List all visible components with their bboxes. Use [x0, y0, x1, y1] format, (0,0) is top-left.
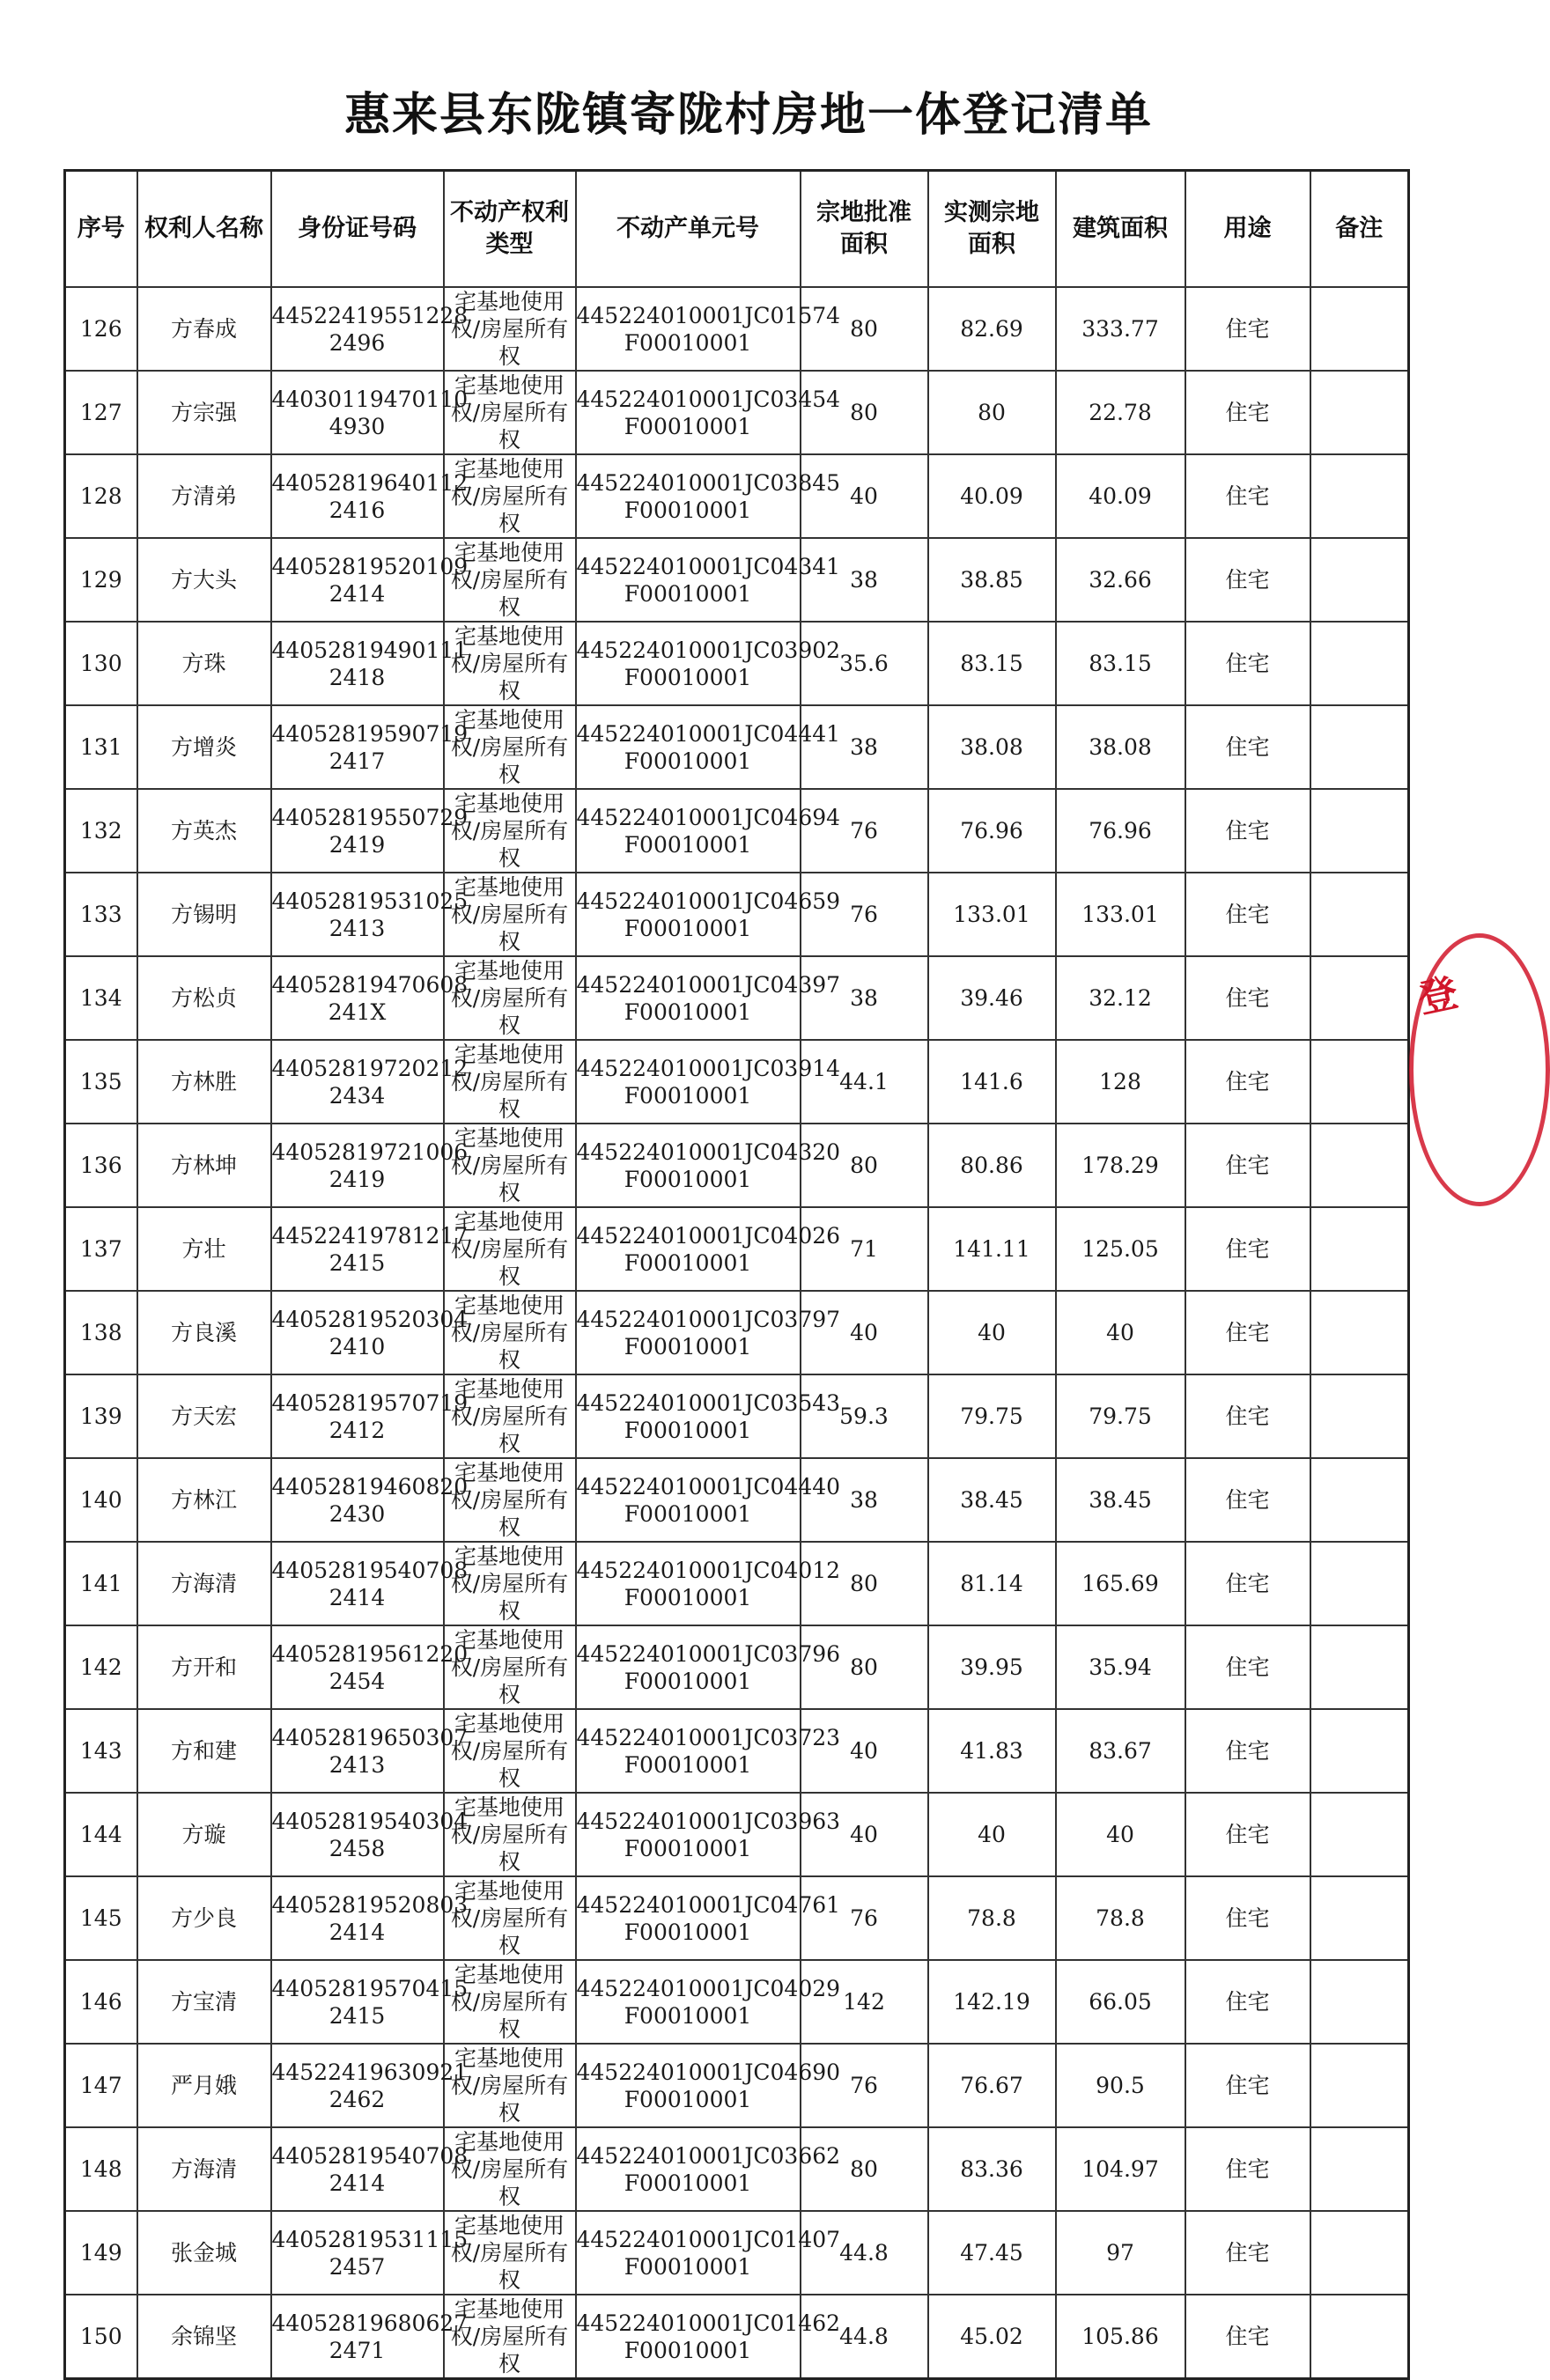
cell-right-type: 宅基地使用 权/房屋所有 权: [444, 454, 576, 538]
cell-approved-area: 80: [801, 1542, 928, 1625]
cell-unit: 445224010001JC04397 F00010001: [576, 956, 801, 1040]
cell-building-area: 32.66: [1056, 538, 1185, 622]
cell-id: 44522419630921 2462: [271, 2044, 444, 2127]
cell-seq: 131: [65, 705, 137, 789]
cell-seq: 126: [65, 287, 137, 371]
cell-remark: [1310, 1960, 1409, 2044]
table-row: [65, 956, 1409, 1040]
cell-remark: [1310, 1207, 1409, 1291]
cell-remark: [1310, 538, 1409, 622]
cell-building-area: 35.94: [1056, 1625, 1185, 1709]
cell-unit: 445224010001JC03797 F00010001: [576, 1291, 801, 1374]
cell-measured-area: 141.6: [928, 1040, 1056, 1124]
cell-id: 44052819540304 2458: [271, 1793, 444, 1876]
cell-right-type: 宅基地使用 权/房屋所有 权: [444, 705, 576, 789]
cell-right-type: 宅基地使用 权/房屋所有 权: [444, 1040, 576, 1124]
cell-unit: 445224010001JC04341 F00010001: [576, 538, 801, 622]
cell-seq: 137: [65, 1207, 137, 1291]
cell-right-type: 宅基地使用 权/房屋所有 权: [444, 287, 576, 371]
cell-measured-area: 45.02: [928, 2295, 1056, 2379]
cell-id: 44052819590719 2417: [271, 705, 444, 789]
cell-name: 方锡明: [137, 873, 271, 956]
table-row: [65, 1207, 1409, 1291]
cell-remark: [1310, 622, 1409, 705]
cell-remark: [1310, 371, 1409, 454]
cell-measured-area: 40.09: [928, 454, 1056, 538]
cell-seq: 142: [65, 1625, 137, 1709]
cell-approved-area: 35.6: [801, 622, 928, 705]
table-row: [65, 2127, 1409, 2211]
cell-name: 方增炎: [137, 705, 271, 789]
cell-remark: [1310, 705, 1409, 789]
table-row: [65, 1291, 1409, 1374]
cell-building-area: 40: [1056, 1793, 1185, 1876]
cell-building-area: 79.75: [1056, 1374, 1185, 1458]
cell-use: 住宅: [1185, 1458, 1310, 1542]
cell-measured-area: 47.45: [928, 2211, 1056, 2295]
cell-right-type: 宅基地使用 权/房屋所有 权: [444, 1625, 576, 1709]
cell-id: 44522419781217 2415: [271, 1207, 444, 1291]
cell-name: 方珠: [137, 622, 271, 705]
cell-unit: 445224010001JC03662 F00010001: [576, 2127, 801, 2211]
cell-measured-area: 83.15: [928, 622, 1056, 705]
cell-id: 44052819460820 2430: [271, 1458, 444, 1542]
cell-remark: [1310, 1625, 1409, 1709]
cell-building-area: 22.78: [1056, 371, 1185, 454]
cell-right-type: 宅基地使用 权/房屋所有 权: [444, 1709, 576, 1793]
cell-id: 44052819520304 2410: [271, 1291, 444, 1374]
cell-name: 方宝清: [137, 1960, 271, 2044]
cell-seq: 145: [65, 1876, 137, 1960]
cell-use: 住宅: [1185, 2295, 1310, 2379]
cell-measured-area: 78.8: [928, 1876, 1056, 1960]
table-row: [65, 705, 1409, 789]
cell-building-area: 40.09: [1056, 454, 1185, 538]
cell-seq: 127: [65, 371, 137, 454]
header-building-area: 建筑面积: [1056, 171, 1185, 288]
cell-use: 住宅: [1185, 2044, 1310, 2127]
cell-name: 方大头: [137, 538, 271, 622]
header-measured-area: 实测宗地 面积: [928, 171, 1056, 288]
cell-right-type: 宅基地使用 权/房屋所有 权: [444, 1207, 576, 1291]
cell-remark: [1310, 873, 1409, 956]
cell-name: 方春成: [137, 287, 271, 371]
cell-seq: 132: [65, 789, 137, 873]
red-seal-text: 登: [1414, 969, 1462, 1022]
cell-right-type: 宅基地使用 权/房屋所有 权: [444, 1374, 576, 1458]
cell-seq: 148: [65, 2127, 137, 2211]
cell-unit: 445224010001JC03543 F00010001: [576, 1374, 801, 1458]
header-seq: 序号: [65, 171, 137, 288]
cell-id: 44030119470110 4930: [271, 371, 444, 454]
table-row: [65, 2044, 1409, 2127]
cell-id: 44052819680627 2471: [271, 2295, 444, 2379]
header-approved-area: 宗地批准 面积: [801, 171, 928, 288]
cell-remark: [1310, 287, 1409, 371]
cell-id: 44052819490111 2418: [271, 622, 444, 705]
cell-unit: 445224010001JC03454 F00010001: [576, 371, 801, 454]
cell-seq: 143: [65, 1709, 137, 1793]
table-row: [65, 789, 1409, 873]
cell-name: 方林坤: [137, 1124, 271, 1207]
cell-use: 住宅: [1185, 1542, 1310, 1625]
cell-approved-area: 44.8: [801, 2211, 928, 2295]
cell-unit: 445224010001JC03914 F00010001: [576, 1040, 801, 1124]
cell-measured-area: 79.75: [928, 1374, 1056, 1458]
cell-name: 方海清: [137, 1542, 271, 1625]
cell-building-area: 165.69: [1056, 1542, 1185, 1625]
cell-right-type: 宅基地使用 权/房屋所有 权: [444, 1876, 576, 1960]
cell-approved-area: 76: [801, 2044, 928, 2127]
cell-use: 住宅: [1185, 873, 1310, 956]
cell-measured-area: 38.45: [928, 1458, 1056, 1542]
table-row: [65, 873, 1409, 956]
cell-name: 方良溪: [137, 1291, 271, 1374]
cell-remark: [1310, 454, 1409, 538]
cell-building-area: 66.05: [1056, 1960, 1185, 2044]
cell-use: 住宅: [1185, 1374, 1310, 1458]
cell-name: 方英杰: [137, 789, 271, 873]
cell-measured-area: 83.36: [928, 2127, 1056, 2211]
cell-id: 44052819520109 2414: [271, 538, 444, 622]
cell-measured-area: 38.85: [928, 538, 1056, 622]
cell-remark: [1310, 1709, 1409, 1793]
cell-id: 44052819540708 2414: [271, 1542, 444, 1625]
table-row: [65, 1458, 1409, 1542]
header-id: 身份证号码: [271, 171, 444, 288]
cell-unit: 445224010001JC03796 F00010001: [576, 1625, 801, 1709]
cell-use: 住宅: [1185, 1876, 1310, 1960]
cell-building-area: 40: [1056, 1291, 1185, 1374]
cell-remark: [1310, 2127, 1409, 2211]
cell-unit: 445224010001JC04690 F00010001: [576, 2044, 801, 2127]
cell-right-type: 宅基地使用 权/房屋所有 权: [444, 622, 576, 705]
cell-remark: [1310, 1291, 1409, 1374]
cell-measured-area: 141.11: [928, 1207, 1056, 1291]
cell-building-area: 178.29: [1056, 1124, 1185, 1207]
cell-use: 住宅: [1185, 1793, 1310, 1876]
cell-id: 44052819550729 2419: [271, 789, 444, 873]
cell-seq: 133: [65, 873, 137, 956]
cell-approved-area: 80: [801, 2127, 928, 2211]
cell-measured-area: 81.14: [928, 1542, 1056, 1625]
cell-use: 住宅: [1185, 1124, 1310, 1207]
cell-approved-area: 80: [801, 287, 928, 371]
cell-unit: 445224010001JC04026 F00010001: [576, 1207, 801, 1291]
cell-use: 住宅: [1185, 2127, 1310, 2211]
cell-seq: 147: [65, 2044, 137, 2127]
cell-id: 44052819640112 2416: [271, 454, 444, 538]
cell-seq: 138: [65, 1291, 137, 1374]
cell-approved-area: 80: [801, 1625, 928, 1709]
cell-use: 住宅: [1185, 956, 1310, 1040]
cell-approved-area: 40: [801, 1291, 928, 1374]
cell-use: 住宅: [1185, 705, 1310, 789]
cell-name: 张金城: [137, 2211, 271, 2295]
header-unit: 不动产单元号: [576, 171, 801, 288]
cell-remark: [1310, 1374, 1409, 1458]
cell-building-area: 104.97: [1056, 2127, 1185, 2211]
cell-unit: 445224010001JC03845 F00010001: [576, 454, 801, 538]
cell-building-area: 38.45: [1056, 1458, 1185, 1542]
cell-use: 住宅: [1185, 287, 1310, 371]
table-header-row: [65, 171, 1409, 288]
cell-measured-area: 76.67: [928, 2044, 1056, 2127]
cell-building-area: 128: [1056, 1040, 1185, 1124]
cell-building-area: 76.96: [1056, 789, 1185, 873]
cell-unit: 445224010001JC04761 F00010001: [576, 1876, 801, 1960]
cell-measured-area: 80.86: [928, 1124, 1056, 1207]
cell-unit: 445224010001JC04694 F00010001: [576, 789, 801, 873]
cell-approved-area: 44.1: [801, 1040, 928, 1124]
cell-seq: 149: [65, 2211, 137, 2295]
cell-use: 住宅: [1185, 1625, 1310, 1709]
cell-id: 44052819520803 2414: [271, 1876, 444, 1960]
table-row: [65, 1542, 1409, 1625]
cell-use: 住宅: [1185, 538, 1310, 622]
cell-use: 住宅: [1185, 1709, 1310, 1793]
cell-approved-area: 38: [801, 538, 928, 622]
cell-seq: 128: [65, 454, 137, 538]
cell-measured-area: 80: [928, 371, 1056, 454]
cell-approved-area: 76: [801, 789, 928, 873]
cell-approved-area: 40: [801, 1793, 928, 1876]
cell-seq: 150: [65, 2295, 137, 2379]
cell-name: 方壮: [137, 1207, 271, 1291]
cell-approved-area: 38: [801, 1458, 928, 1542]
cell-seq: 144: [65, 1793, 137, 1876]
cell-seq: 130: [65, 622, 137, 705]
cell-building-area: 97: [1056, 2211, 1185, 2295]
cell-right-type: 宅基地使用 权/房屋所有 权: [444, 1960, 576, 2044]
table-row: [65, 454, 1409, 538]
cell-name: 方清弟: [137, 454, 271, 538]
cell-name: 方璇: [137, 1793, 271, 1876]
cell-seq: 140: [65, 1458, 137, 1542]
cell-name: 方少良: [137, 1876, 271, 1960]
cell-id: 44052819570719 2412: [271, 1374, 444, 1458]
cell-unit: 445224010001JC04659 F00010001: [576, 873, 801, 956]
cell-approved-area: 44.8: [801, 2295, 928, 2379]
table-row: [65, 1960, 1409, 2044]
header-use: 用途: [1185, 171, 1310, 288]
cell-id: 44052819531115 2457: [271, 2211, 444, 2295]
cell-id: 44052819570415 2415: [271, 1960, 444, 2044]
cell-right-type: 宅基地使用 权/房屋所有 权: [444, 2044, 576, 2127]
cell-approved-area: 80: [801, 371, 928, 454]
table-row: [65, 2211, 1409, 2295]
cell-measured-area: 40: [928, 1793, 1056, 1876]
cell-unit: 445224010001JC04012 F00010001: [576, 1542, 801, 1625]
cell-seq: 129: [65, 538, 137, 622]
cell-unit: 445224010001JC01462 F00010001: [576, 2295, 801, 2379]
registration-table: [63, 169, 1410, 2380]
table-row: [65, 1124, 1409, 1207]
cell-remark: [1310, 2295, 1409, 2379]
cell-id: 44522419551228 2496: [271, 287, 444, 371]
cell-approved-area: 76: [801, 1876, 928, 1960]
cell-use: 住宅: [1185, 1291, 1310, 1374]
cell-name: 方和建: [137, 1709, 271, 1793]
cell-right-type: 宅基地使用 权/房屋所有 权: [444, 538, 576, 622]
table-row: [65, 622, 1409, 705]
cell-right-type: 宅基地使用 权/房屋所有 权: [444, 2211, 576, 2295]
cell-right-type: 宅基地使用 权/房屋所有 权: [444, 371, 576, 454]
table-row: [65, 371, 1409, 454]
cell-approved-area: 71: [801, 1207, 928, 1291]
cell-approved-area: 142: [801, 1960, 928, 2044]
cell-right-type: 宅基地使用 权/房屋所有 权: [444, 1542, 576, 1625]
cell-name: 方开和: [137, 1625, 271, 1709]
cell-right-type: 宅基地使用 权/房屋所有 权: [444, 956, 576, 1040]
cell-id: 44052819540708 2414: [271, 2127, 444, 2211]
cell-building-area: 38.08: [1056, 705, 1185, 789]
cell-right-type: 宅基地使用 权/房屋所有 权: [444, 2127, 576, 2211]
cell-unit: 445224010001JC01407 F00010001: [576, 2211, 801, 2295]
cell-measured-area: 82.69: [928, 287, 1056, 371]
cell-measured-area: 39.46: [928, 956, 1056, 1040]
cell-remark: [1310, 789, 1409, 873]
cell-approved-area: 38: [801, 705, 928, 789]
cell-approved-area: 40: [801, 454, 928, 538]
cell-id: 44052819561220 2454: [271, 1625, 444, 1709]
table-row: [65, 1793, 1409, 1876]
cell-id: 44052819720212 2434: [271, 1040, 444, 1124]
cell-approved-area: 80: [801, 1124, 928, 1207]
cell-approved-area: 40: [801, 1709, 928, 1793]
cell-approved-area: 76: [801, 873, 928, 956]
cell-right-type: 宅基地使用 权/房屋所有 权: [444, 1291, 576, 1374]
cell-measured-area: 39.95: [928, 1625, 1056, 1709]
cell-name: 方海清: [137, 2127, 271, 2211]
cell-measured-area: 142.19: [928, 1960, 1056, 2044]
cell-remark: [1310, 1458, 1409, 1542]
cell-unit: 445224010001JC04029 F00010001: [576, 1960, 801, 2044]
cell-id: 44052819470608 241X: [271, 956, 444, 1040]
cell-remark: [1310, 1124, 1409, 1207]
cell-building-area: 333.77: [1056, 287, 1185, 371]
cell-remark: [1310, 1040, 1409, 1124]
cell-seq: 135: [65, 1040, 137, 1124]
table-row: [65, 1625, 1409, 1709]
cell-unit: 445224010001JC04320 F00010001: [576, 1124, 801, 1207]
header-right-type: 不动产权利 类型: [444, 171, 576, 288]
table-row: [65, 1709, 1409, 1793]
cell-use: 住宅: [1185, 622, 1310, 705]
cell-seq: 146: [65, 1960, 137, 2044]
table-row: [65, 1040, 1409, 1124]
cell-building-area: 32.12: [1056, 956, 1185, 1040]
table-row: [65, 287, 1409, 371]
cell-name: 余锦坚: [137, 2295, 271, 2379]
cell-unit: 445224010001JC04440 F00010001: [576, 1458, 801, 1542]
cell-unit: 445224010001JC01574 F00010001: [576, 287, 801, 371]
cell-measured-area: 76.96: [928, 789, 1056, 873]
cell-id: 44052819721006 2419: [271, 1124, 444, 1207]
cell-use: 住宅: [1185, 454, 1310, 538]
cell-name: 方天宏: [137, 1374, 271, 1458]
cell-remark: [1310, 1542, 1409, 1625]
cell-right-type: 宅基地使用 权/房屋所有 权: [444, 2295, 576, 2379]
cell-right-type: 宅基地使用 权/房屋所有 权: [444, 1793, 576, 1876]
cell-use: 住宅: [1185, 789, 1310, 873]
cell-unit: 445224010001JC04441 F00010001: [576, 705, 801, 789]
cell-approved-area: 38: [801, 956, 928, 1040]
document-title: 惠来县东陇镇寄陇村房地一体登记清单: [343, 89, 1153, 142]
cell-building-area: 133.01: [1056, 873, 1185, 956]
cell-building-area: 90.5: [1056, 2044, 1185, 2127]
cell-name: 方林江: [137, 1458, 271, 1542]
cell-name: 方林胜: [137, 1040, 271, 1124]
cell-use: 住宅: [1185, 1960, 1310, 2044]
cell-building-area: 125.05: [1056, 1207, 1185, 1291]
cell-building-area: 83.67: [1056, 1709, 1185, 1793]
cell-use: 住宅: [1185, 2211, 1310, 2295]
cell-remark: [1310, 956, 1409, 1040]
cell-remark: [1310, 1793, 1409, 1876]
cell-name: 严月娥: [137, 2044, 271, 2127]
cell-unit: 445224010001JC03902 F00010001: [576, 622, 801, 705]
cell-name: 方宗强: [137, 371, 271, 454]
table-row: [65, 2295, 1409, 2379]
cell-building-area: 105.86: [1056, 2295, 1185, 2379]
cell-use: 住宅: [1185, 1207, 1310, 1291]
table-row: [65, 538, 1409, 622]
cell-seq: 139: [65, 1374, 137, 1458]
cell-measured-area: 133.01: [928, 873, 1056, 956]
cell-building-area: 83.15: [1056, 622, 1185, 705]
cell-name: 方松贞: [137, 956, 271, 1040]
cell-unit: 445224010001JC03723 F00010001: [576, 1709, 801, 1793]
cell-use: 住宅: [1185, 371, 1310, 454]
cell-measured-area: 41.83: [928, 1709, 1056, 1793]
cell-seq: 136: [65, 1124, 137, 1207]
cell-approved-area: 59.3: [801, 1374, 928, 1458]
cell-measured-area: 38.08: [928, 705, 1056, 789]
cell-unit: 445224010001JC03963 F00010001: [576, 1793, 801, 1876]
cell-remark: [1310, 1876, 1409, 1960]
cell-right-type: 宅基地使用 权/房屋所有 权: [444, 873, 576, 956]
cell-seq: 141: [65, 1542, 137, 1625]
cell-id: 44052819650307 2413: [271, 1709, 444, 1793]
cell-right-type: 宅基地使用 权/房屋所有 权: [444, 1458, 576, 1542]
cell-use: 住宅: [1185, 1040, 1310, 1124]
cell-right-type: 宅基地使用 权/房屋所有 权: [444, 1124, 576, 1207]
cell-id: 44052819531025 2413: [271, 873, 444, 956]
cell-remark: [1310, 2044, 1409, 2127]
cell-remark: [1310, 2211, 1409, 2295]
cell-building-area: 78.8: [1056, 1876, 1185, 1960]
table-row: [65, 1374, 1409, 1458]
header-remark: 备注: [1310, 171, 1409, 288]
cell-right-type: 宅基地使用 权/房屋所有 权: [444, 789, 576, 873]
header-name: 权利人名称: [137, 171, 271, 288]
cell-seq: 134: [65, 956, 137, 1040]
table-row: [65, 1876, 1409, 1960]
cell-measured-area: 40: [928, 1291, 1056, 1374]
